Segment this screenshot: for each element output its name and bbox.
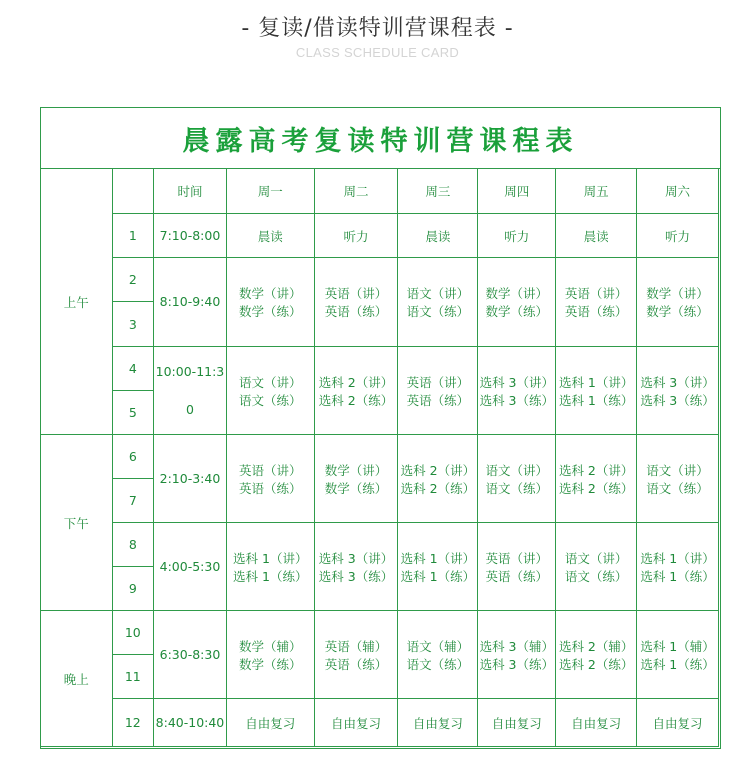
course-tutoring: 选科 3（辅） bbox=[479, 638, 554, 654]
schedule-title: 晨露高考复读特训营课程表 bbox=[41, 108, 720, 169]
table-row bbox=[41, 523, 719, 567]
course-lecture: 语文（讲） bbox=[406, 286, 470, 301]
time-slot: 10:00-11:30 bbox=[154, 347, 227, 435]
course-cell bbox=[637, 611, 719, 699]
course-practice: 语文（练） bbox=[564, 568, 628, 584]
course-cell: 晨读 bbox=[226, 214, 314, 258]
course-tutoring: 数学（辅） bbox=[239, 638, 302, 654]
course-practice: 语文（练） bbox=[406, 304, 470, 319]
course-cell: 晨读 bbox=[556, 214, 637, 258]
table-row bbox=[41, 214, 719, 258]
course-lecture: 选科 3（讲） bbox=[318, 550, 394, 566]
page-header bbox=[0, 12, 755, 60]
course-lecture: 英语（讲） bbox=[485, 550, 549, 566]
course-cell: 自由复习 bbox=[226, 699, 314, 747]
section-afternoon: 下午 bbox=[41, 435, 113, 611]
time-slot: 4:00-5:30 bbox=[154, 523, 227, 611]
period-number: 11 bbox=[112, 655, 153, 699]
schedule-card bbox=[40, 107, 721, 749]
course-lecture: 语文（讲） bbox=[646, 462, 709, 478]
course-cell: 听力 bbox=[478, 214, 556, 258]
course-cell bbox=[478, 347, 556, 435]
header-blank bbox=[112, 169, 153, 214]
table-row bbox=[41, 258, 719, 302]
course-cell bbox=[478, 258, 556, 347]
course-cell bbox=[226, 347, 314, 435]
period-number: 2 bbox=[112, 258, 153, 302]
course-practice: 选科 1（练） bbox=[233, 568, 308, 584]
course-practice: 数学（练） bbox=[324, 480, 388, 496]
time-slot: 2:10-3:40 bbox=[154, 435, 227, 523]
course-cell bbox=[398, 435, 478, 523]
course-practice: 选科 2（练） bbox=[318, 392, 394, 408]
period-number: 1 bbox=[112, 214, 153, 258]
course-practice: 选科 1（练） bbox=[400, 568, 476, 584]
course-cell bbox=[637, 523, 719, 611]
course-cell bbox=[226, 523, 314, 611]
course-cell bbox=[314, 523, 398, 611]
header-mon: 周一 bbox=[226, 169, 314, 214]
course-practice: 英语（练） bbox=[564, 304, 628, 319]
course-lecture: 选科 2（讲） bbox=[400, 462, 476, 478]
schedule-table bbox=[40, 168, 719, 747]
course-cell bbox=[637, 435, 719, 523]
time-slot: 6:30-8:30 bbox=[154, 611, 227, 699]
course-cell bbox=[398, 523, 478, 611]
course-cell bbox=[556, 611, 637, 699]
header-tue: 周二 bbox=[314, 169, 398, 214]
course-cell bbox=[556, 258, 637, 347]
course-practice: 选科 1（练） bbox=[640, 568, 715, 584]
course-tutoring: 语文（辅） bbox=[406, 638, 470, 654]
course-practice: 选科 3（练） bbox=[318, 568, 394, 584]
header-wed: 周三 bbox=[398, 169, 478, 214]
course-practice: 英语（练） bbox=[485, 568, 549, 584]
course-practice: 选科 2（练） bbox=[558, 656, 634, 672]
course-cell bbox=[314, 258, 398, 347]
course-cell: 自由复习 bbox=[314, 699, 398, 747]
course-cell: 自由复习 bbox=[398, 699, 478, 747]
table-row bbox=[41, 699, 719, 747]
course-cell bbox=[226, 611, 314, 699]
period-number: 6 bbox=[112, 435, 153, 479]
course-lecture: 选科 1（讲） bbox=[558, 374, 634, 390]
course-tutoring: 选科 1（辅） bbox=[640, 638, 715, 654]
course-cell bbox=[226, 435, 314, 523]
header-time: 时间 bbox=[154, 169, 227, 214]
section-morning: 上午 bbox=[41, 169, 113, 435]
course-lecture: 数学（讲） bbox=[324, 462, 388, 478]
course-practice: 语文（练） bbox=[646, 480, 709, 496]
course-lecture: 语文（讲） bbox=[564, 550, 628, 566]
course-lecture: 语文（讲） bbox=[485, 462, 549, 478]
course-practice: 选科 3（练） bbox=[479, 656, 554, 672]
course-cell: 自由复习 bbox=[556, 699, 637, 747]
course-practice: 数学（练） bbox=[239, 656, 302, 672]
course-cell bbox=[398, 347, 478, 435]
period-number: 9 bbox=[112, 567, 153, 611]
course-lecture: 英语（讲） bbox=[324, 286, 388, 301]
course-lecture: 英语（讲） bbox=[406, 374, 470, 390]
section-evening: 晚上 bbox=[41, 611, 113, 747]
course-practice: 数学（练） bbox=[646, 304, 709, 319]
course-cell bbox=[637, 347, 719, 435]
course-cell bbox=[478, 523, 556, 611]
course-lecture: 选科 3（讲） bbox=[479, 374, 554, 390]
period-number: 8 bbox=[112, 523, 153, 567]
table-row bbox=[41, 435, 719, 479]
table-row bbox=[41, 611, 719, 655]
course-lecture: 选科 1（讲） bbox=[640, 550, 715, 566]
course-cell bbox=[314, 611, 398, 699]
course-lecture: 选科 2（讲） bbox=[318, 374, 394, 390]
course-practice: 数学（练） bbox=[239, 304, 302, 319]
course-practice: 选科 1（练） bbox=[558, 392, 634, 408]
course-lecture: 选科 3（讲） bbox=[640, 374, 715, 390]
course-lecture: 选科 2（讲） bbox=[558, 462, 634, 478]
course-cell: 自由复习 bbox=[478, 699, 556, 747]
time-slot: 8:10-9:40 bbox=[154, 258, 227, 347]
time-slot: 8:40-10:40 bbox=[154, 699, 227, 747]
course-practice: 英语（练） bbox=[406, 392, 470, 408]
period-number: 3 bbox=[112, 302, 153, 347]
period-number: 7 bbox=[112, 479, 153, 523]
course-practice: 语文（练） bbox=[485, 480, 549, 496]
course-cell bbox=[314, 347, 398, 435]
course-cell: 晨读 bbox=[398, 214, 478, 258]
period-number: 5 bbox=[112, 391, 153, 435]
course-tutoring: 英语（辅） bbox=[324, 638, 388, 654]
course-practice: 选科 2（练） bbox=[400, 480, 476, 496]
page-title: - 复读/借读特训营课程表 - bbox=[241, 16, 514, 41]
course-practice: 英语（练） bbox=[239, 480, 302, 496]
course-lecture: 语文（讲） bbox=[239, 374, 302, 390]
course-lecture: 数学（讲） bbox=[485, 286, 549, 301]
course-cell bbox=[314, 435, 398, 523]
course-cell bbox=[637, 258, 719, 347]
course-cell bbox=[556, 347, 637, 435]
period-number: 10 bbox=[112, 611, 153, 655]
course-practice: 选科 3（练） bbox=[640, 392, 715, 408]
header-fri: 周五 bbox=[556, 169, 637, 214]
period-number: 12 bbox=[112, 699, 153, 747]
course-practice: 语文（练） bbox=[406, 656, 470, 672]
course-practice: 选科 3（练） bbox=[479, 392, 554, 408]
course-practice: 语文（练） bbox=[239, 392, 302, 408]
course-practice: 选科 1（练） bbox=[640, 656, 715, 672]
course-cell bbox=[478, 435, 556, 523]
course-practice: 英语（练） bbox=[324, 304, 388, 319]
course-cell bbox=[556, 435, 637, 523]
page-subtitle: CLASS SCHEDULE CARD bbox=[295, 45, 460, 60]
course-tutoring: 选科 2（辅） bbox=[558, 638, 634, 654]
course-practice: 英语（练） bbox=[324, 656, 388, 672]
course-cell bbox=[226, 258, 314, 347]
course-lecture: 选科 1（讲） bbox=[400, 550, 476, 566]
course-practice: 数学（练） bbox=[485, 304, 549, 319]
header-thu: 周四 bbox=[478, 169, 556, 214]
course-cell: 听力 bbox=[314, 214, 398, 258]
course-lecture: 选科 1（讲） bbox=[233, 550, 308, 566]
course-cell: 听力 bbox=[637, 214, 719, 258]
table-header-row bbox=[41, 169, 719, 214]
header-sat: 周六 bbox=[637, 169, 719, 214]
course-cell: 自由复习 bbox=[637, 699, 719, 747]
time-slot: 7:10-8:00 bbox=[154, 214, 227, 258]
course-lecture: 数学（讲） bbox=[646, 286, 709, 301]
course-cell bbox=[398, 611, 478, 699]
period-number: 4 bbox=[112, 347, 153, 391]
course-cell bbox=[398, 258, 478, 347]
table-row bbox=[41, 347, 719, 391]
course-cell bbox=[556, 523, 637, 611]
course-lecture: 英语（讲） bbox=[239, 462, 302, 478]
course-cell bbox=[478, 611, 556, 699]
course-lecture: 数学（讲） bbox=[239, 286, 302, 301]
course-lecture: 英语（讲） bbox=[564, 286, 628, 301]
course-practice: 选科 2（练） bbox=[558, 480, 634, 496]
